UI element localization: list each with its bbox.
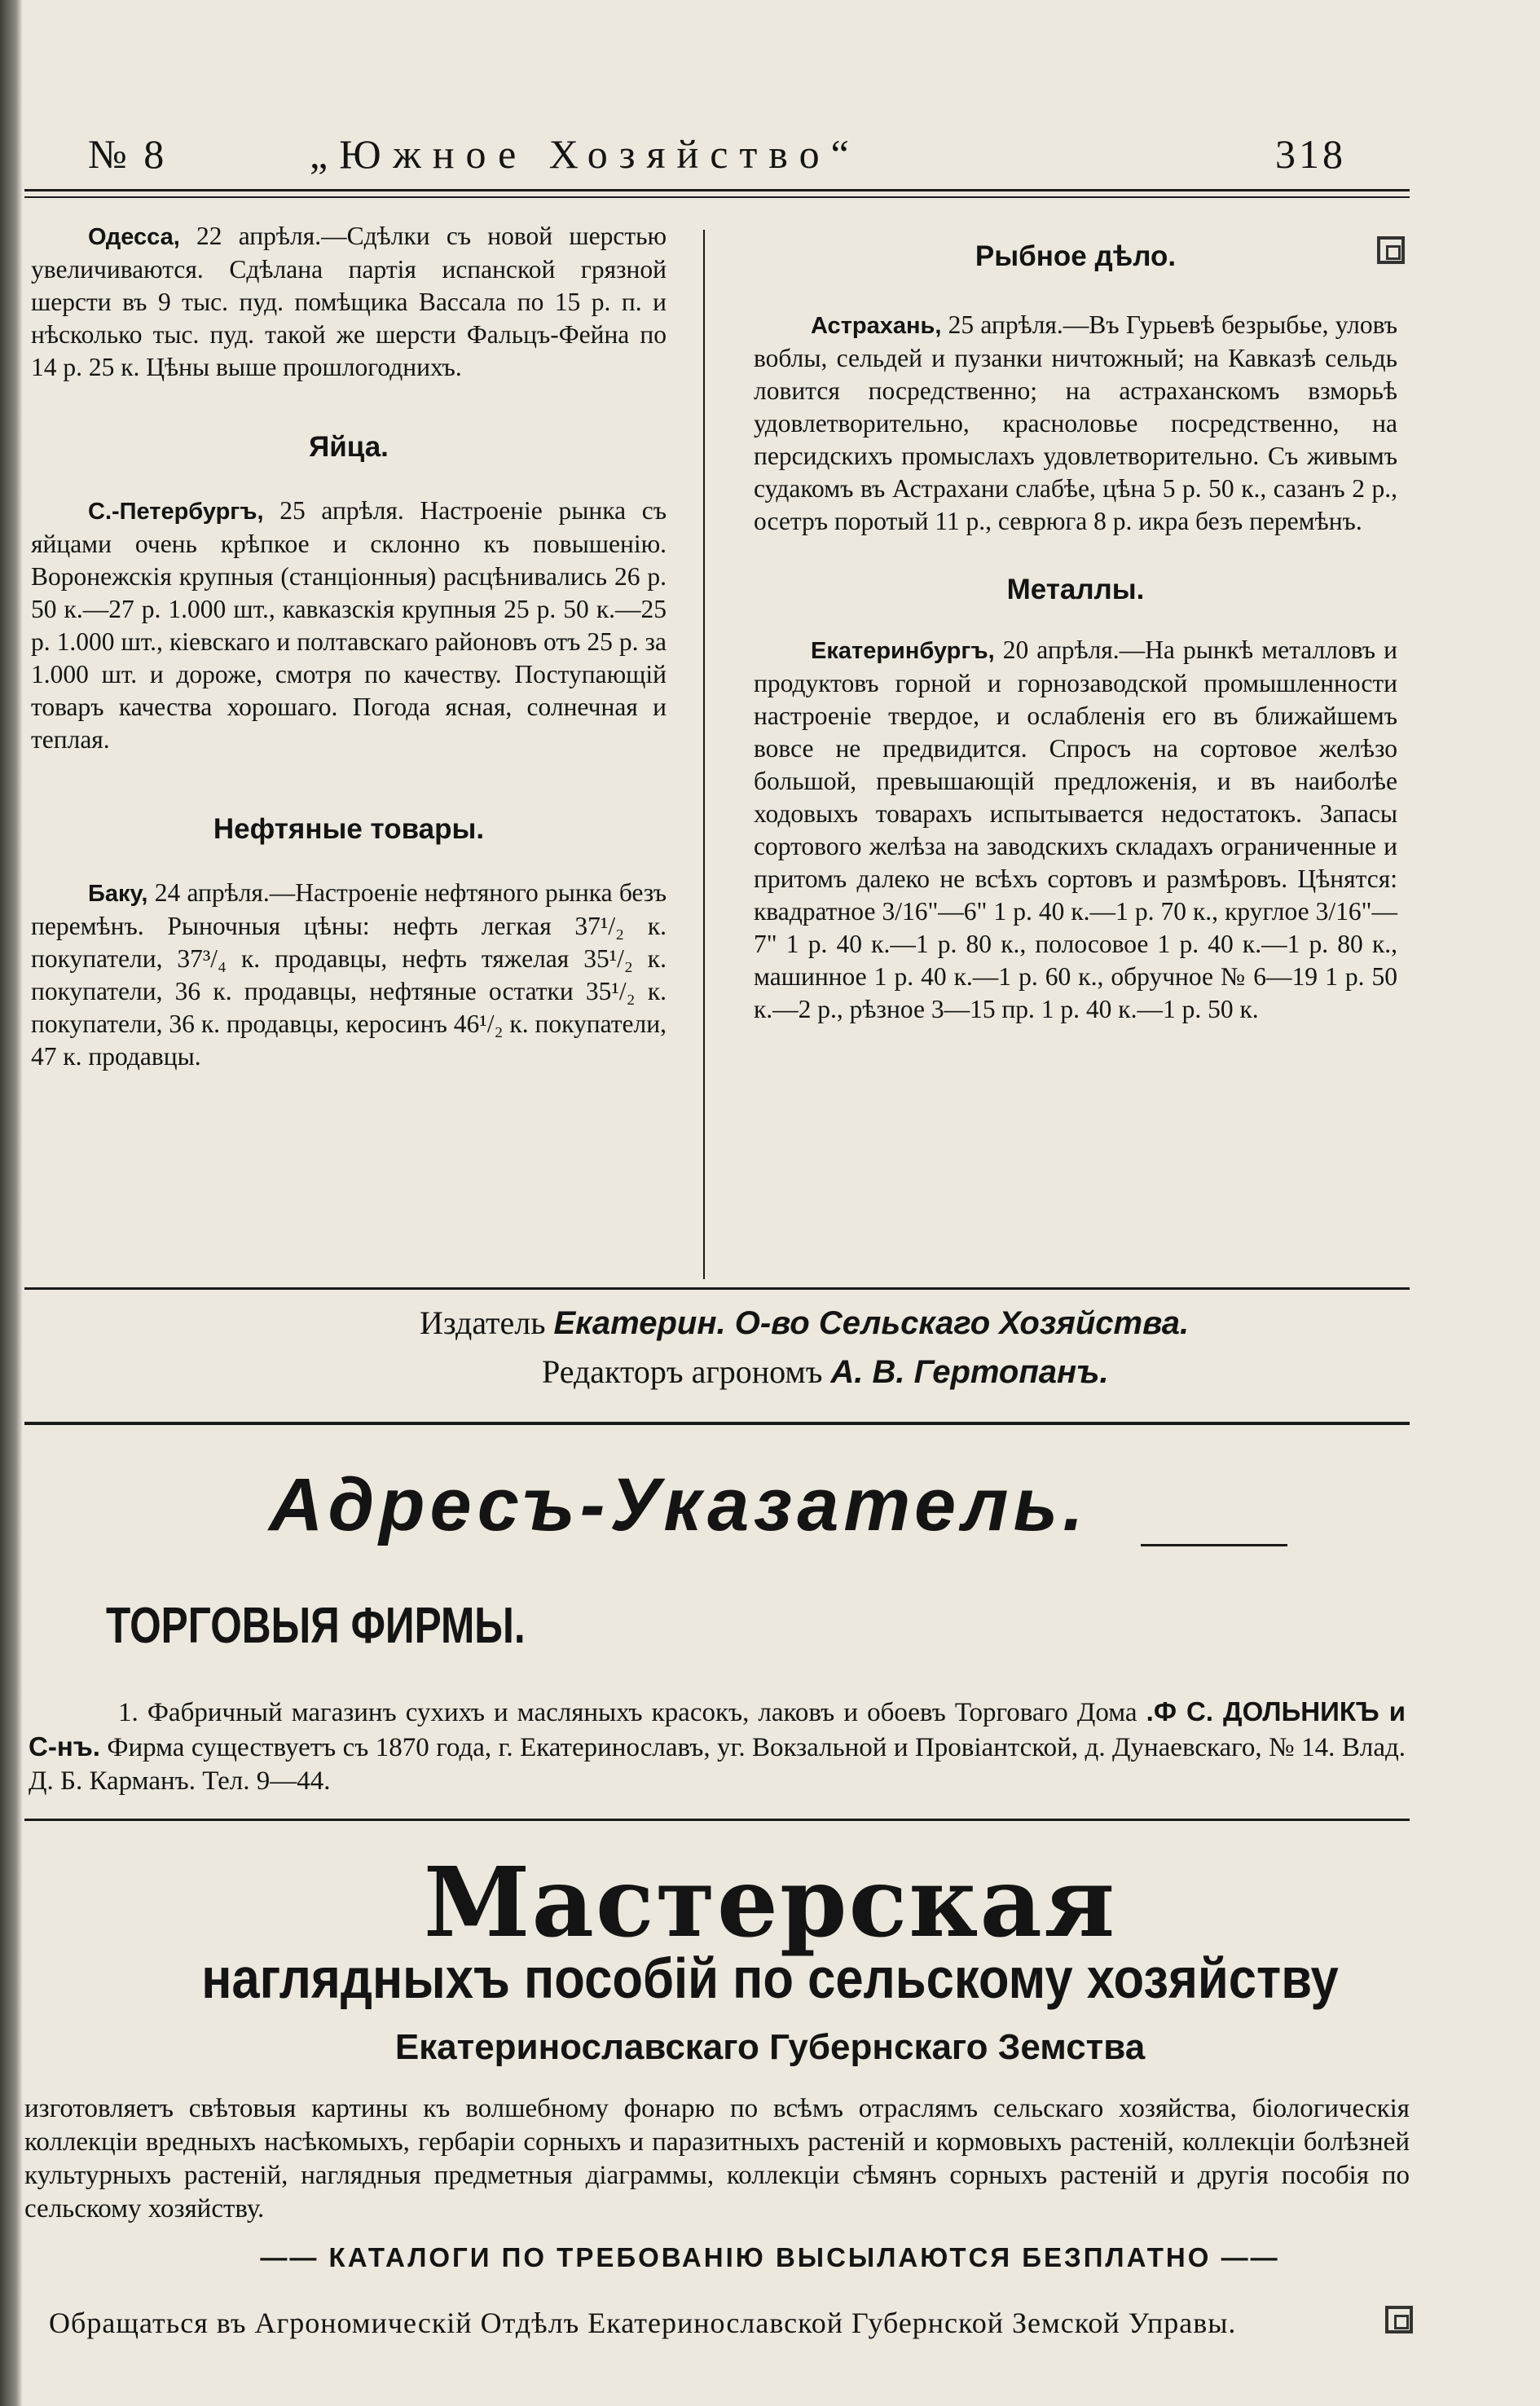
fish-heading: Рыбное дѣло.	[975, 240, 1177, 272]
editor-line: Редакторъ агрономъ А. В. Гертопанъ.	[542, 1353, 1109, 1390]
ornament-corner-bottom	[1385, 2306, 1413, 2333]
contact-line: Обращаться въ Агрономическій Отдѣлъ Екатеринославской Губернской Земской Управы.	[49, 2307, 1237, 2339]
workshop-rule	[24, 1819, 1410, 1821]
right-column	[754, 240, 1397, 1026]
directory-title: Адресъ-Указатель.	[269, 1463, 1089, 1546]
left-column	[31, 220, 667, 1073]
column-divider	[703, 230, 705, 1279]
directory-rule	[24, 1422, 1410, 1425]
header-rule-thin	[24, 196, 1410, 198]
publisher-line: Издатель Екатерин. О-во Сельскаго Хозяйства.	[420, 1304, 1190, 1341]
issue-number: № 8	[88, 131, 168, 177]
astrakhan-item: Астрахань, 25 апрѣля.—Въ Гурьевѣ безрыбье, уловъ воблы, сельдей и пузанки ничтожный; на Кавказѣ сельдь ловится посредственно; на астраханскомъ взморьѣ удовлетворительно, красноловье посредственно, на персидскихъ промыслахъ удовлетворительно. Съ живымъ судакомъ въ Астрахани слабѣе, цѣна 5 р. 50 к., сазанъ 2 р., осетръ поротый 11 р., севрюга 8 р. икра безъ перемѣнъ.	[754, 310, 1397, 535]
metals-heading: Металлы.	[1006, 574, 1145, 605]
oil-heading: Нефтяные товары.	[213, 813, 485, 845]
firm-entry: 1. Фабричный магазинъ сухихъ и масляныхъ красокъ, лаковъ и обоевъ Торговаго Дома .Ф С. ДОЛЬНИКЪ и С-нъ. Фирма существуетъ съ 1870 года, г. Екатеринославъ, уг. Вокзальной и Провіантской, д. Дунаевскаго, № 14. Влад. Д. Б. Карманъ. Тел. 9—44.	[29, 1696, 1406, 1796]
baku-item: Баку, 24 апрѣля.—Настроеніе нефтяного рынка безъ перемѣнъ. Рыночныя цѣны: нефть легкая 37¹/₂ к. покупатели, 37³/₄ к. продавцы, нефть тяжелая 35¹/₂ к. покупатели, 36 к. продавцы, нефтяные остатки 35¹/₂ к. покупатели, 36 к. продавцы, керосинъ 46¹/₂ к. покупатели, 47 к. продавцы.	[31, 878, 667, 1071]
catalog-notice: —— КАТАЛОГИ ПО ТРЕБОВАНІЮ ВЫСЫЛАЮТСЯ БЕЗПЛАТНО ——	[260, 2242, 1280, 2272]
ekaterinburg-item: Екатеринбургъ, 20 апрѣля.—На рынкѣ металловъ и продуктовъ горной и горнозаводской промышленности настроеніе твердое, и ослабленія его въ ближайшемъ вовсе не предвидится. Спросъ на сортовое желѣзо большой, превышающій предложенія, и въ наиболѣе ходовыхъ товарахъ испытывается недостатокъ. Запасы сортового желѣза на заводскихъ складахъ ограниченные и притомъ далеко не всѣхъ сортовъ и размѣровъ. Цѣнятся: квадратное 3/16"—6" 1 р. 40 к.—1 р. 70 к., круглое 3/16"—7" 1 р. 40 к.—1 р. 80 к., полосовое 1 р. 40 к.—1 р. 80 к., машинное 1 р. 40 к.—1 р. 60 к., обручное № 6—19 1 р. 50 к.—2 р., рѣзное 3—15 пр. 1 р. 40 к.—1 р. 50 к.	[754, 636, 1398, 1023]
workshop-title: Мастерская	[423, 1845, 1117, 1959]
trade-firms-heading: ТОРГОВЫЯ ФИРМЫ.	[106, 1598, 526, 1654]
eggs-heading: Яйца.	[309, 431, 389, 463]
workshop-owner: Екатеринославскаго Губернскаго Земства	[394, 2027, 1146, 2067]
odessa-item: Одесса, 22 апрѣля.—Сдѣлки съ новой шерстью увеличиваются. Сдѣлана партія испанской грязной шерсти въ 9 тыс. пуд. помѣщика Вассала по 15 р. п. и нѣсколько тыс. пуд. такой же шерсти Фальцъ-Фейна по 14 р. 25 к. Цѣны выше прошлогоднихъ.	[31, 222, 667, 381]
page-number: 318	[1275, 131, 1346, 177]
spb-item: С.-Петербургъ, 25 апрѣля. Настроеніе рынка съ яйцами очень крѣпкое и склонно къ повышенію. Воронежскія крупныя (станціонныя) расцѣнивались 26 р. 50 к.—27 р. 1.000 шт., кавказскія крупныя 25 р. 50 к.—25 р. 1.000 шт., кіевскаго и полтавскаго районовъ отъ 25 р. за 1.000 шт. и дороже, смотря по качеству. Поступающій товаръ качества хорошаго. Погода ясная, солнечная и теплая.	[31, 496, 667, 754]
workshop-subtitle: наглядныхъ пособій по сельскому хозяйству	[201, 1946, 1339, 2010]
publisher-rule	[24, 1287, 1410, 1290]
title-underline	[1141, 1544, 1287, 1546]
newspaper-title: „Южное Хозяйство“	[310, 131, 860, 177]
workshop-description: изготовляетъ свѣтовыя картины къ волшебному фонарю по всѣмъ отраслямъ сельскаго хозяйства, біологическія коллекціи вредныхъ насѣкомыхъ, гербаріи сорныхъ и паразитныхъ растеній и кормовыхъ растеній, коллекціи болѣзней культурныхъ растеній, наглядныя предметныя діаграммы, коллекціи сѣмянъ сорныхъ растеній и другія пособія по сельскому хозяйству.	[24, 2094, 1410, 2223]
header-rule	[24, 189, 1410, 191]
